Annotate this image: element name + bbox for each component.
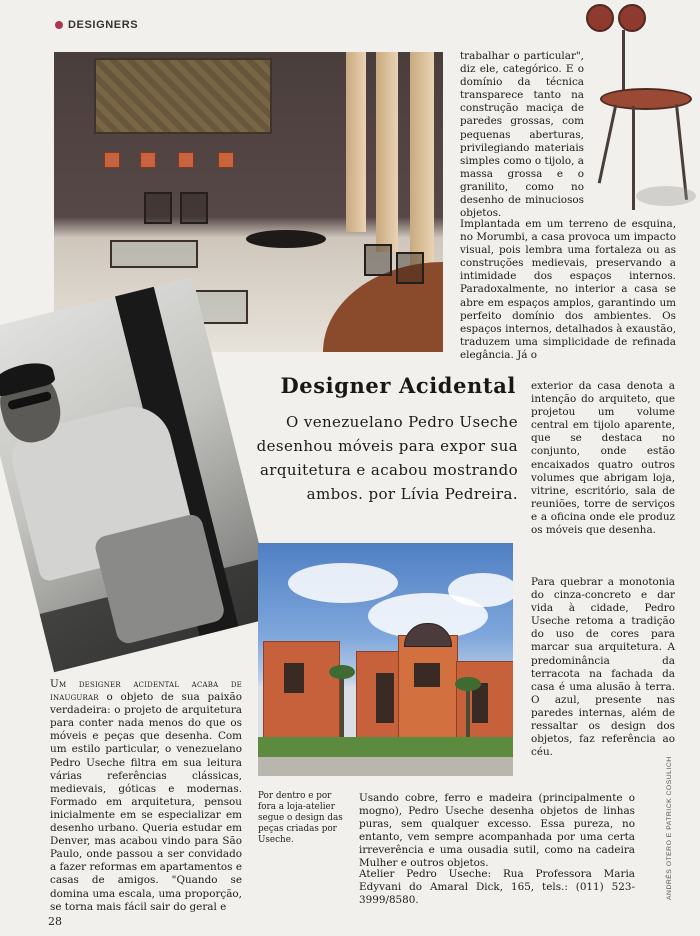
body-paragraph: Implantada em um terreno de esquina, no Morumbi, a casa provoca um impacto visual, pois lembra uma fortaleza ou as construções medievais, preservando a intimidade dos espaços internos. Paradoxalmente, no interior a casa se abre em espaços amplos, garantindo um perfeito domínio dos ambientes. Os espaços internos, detalhados à exaustão, traduzem uma simplicidade de refinada elegância. Já o — [460, 218, 676, 361]
body-text-column — [531, 380, 675, 537]
article-dek: O venezuelano Pedro Useche desenhou móveis para expor sua arquitetura e acabou mostrando ambos. por Lívia Pedreira. — [256, 413, 518, 503]
round-table — [246, 230, 326, 248]
body-paragraph: Usando cobre, ferro e madeira (principalmente o mogno), Pedro Useche desenha objetos de linhas puras, sem qualquer excesso. Essa pureza, no entanto, vem sempre acompanhada por uma certa irreverência e uma ousadia sutil, como na cadeira Mulher e outros objetos. — [359, 792, 635, 870]
body-text-column — [460, 50, 584, 220]
chair — [396, 252, 424, 284]
building-tower — [398, 635, 458, 745]
column — [410, 52, 434, 272]
chair-leg — [598, 105, 618, 184]
page-number: 28 — [48, 915, 62, 928]
lead-text: o objeto de sua paixão verdadeira: o projeto de arquitetura para conter nada menos do que os móveis e peças que desenha. Com um estilo particular, o venezuelano Pedro Useche filtra em sua leitura várias referências clássicas, medievais, góticas e modernas. Formado em arquitetura, pensou inicialmente em se especializar em desenho urbano. Queria estudar em Denver, mas acabou vindo para São Paulo, onde passou a ser convidado a fazer reformas em apartamentos e casas de amigos. "Quando se domina uma escala, uma proporção, se torna mais fácil sair do geral e — [50, 691, 242, 913]
house-exterior-photo — [258, 543, 513, 776]
wall-art — [218, 152, 234, 168]
lawn — [258, 737, 513, 757]
section-label: DESIGNERS — [68, 19, 139, 31]
wall-art — [178, 152, 194, 168]
chair-back-disc — [618, 4, 646, 32]
chair-leg — [632, 106, 635, 210]
lead-paragraph — [50, 678, 242, 914]
body-paragraph: Para quebrar a monotonia do cinza-concreto e dar vida à cidade, Pedro Useche retoma a tradição do uso de cores para marcar sua arquitetura. A predominância da terracota na fachada da casa é uma alusão à terra. O azul, presente nas paredes internas, além de ressaltar os design dos objetos, faz referência ao céu. — [531, 576, 675, 759]
section-bullet-icon — [55, 21, 63, 29]
window — [414, 663, 440, 687]
section-tag — [55, 19, 138, 31]
wall-art — [104, 152, 120, 168]
cloud — [448, 573, 513, 607]
chair — [180, 192, 208, 224]
body-text-column — [359, 792, 635, 871]
column — [376, 52, 398, 252]
palm-leaves — [455, 677, 481, 691]
cloud — [288, 563, 398, 603]
address-info: Atelier Pedro Useche: Rua Professora Maria Edyvani do Amaral Dick, 165, tels.: (011) 523-3999/8580. — [359, 868, 635, 907]
wall-art — [140, 152, 156, 168]
palm-leaves — [329, 665, 355, 679]
road — [258, 757, 513, 776]
chair-leg — [675, 104, 688, 200]
tapestry — [94, 58, 272, 134]
body-text-column — [50, 678, 242, 914]
chair-photo — [576, 0, 696, 225]
column — [346, 52, 366, 232]
body-paragraph: trabalhar o particular", diz ele, categórico. E o domínio da técnica transparece tanto na construção maciça de paredes grossas, com pequenas aberturas, privilegiando materiais simples como o tijolo, a massa grossa e o granilito, como no desenho de minuciosos objetos. — [460, 50, 584, 220]
palm-trunk — [466, 685, 470, 739]
window — [376, 673, 394, 723]
photo-credit: ANDRÉS OTERO E PATRICK COSULICH — [666, 756, 673, 900]
body-paragraph: exterior da casa denota a intenção do arquiteto, que projetou um volume central em tijolo aparente, que se destaca no conjunto, onde estão encaixados quatro outros volumes que abrigam loja, vitrine, escritório, sala de reuniões, torre de serviços e a oficina onde ele produz os móveis que desenha. — [531, 380, 675, 537]
glass-table — [110, 240, 198, 268]
palm-trunk — [340, 673, 344, 739]
window — [284, 663, 304, 693]
photo-caption: Por dentro e por fora a loja-atelier segue o design das peças criadas por Useche. — [258, 791, 343, 845]
lead-in: Um designer acidental acaba de inaugurar — [50, 678, 242, 704]
chair-back-disc — [586, 4, 614, 32]
body-text-column — [531, 576, 675, 759]
chair — [144, 192, 172, 224]
body-text-column — [460, 218, 676, 362]
chair — [364, 244, 392, 276]
article-headline: Designer Acidental — [280, 373, 516, 398]
chair-shadow — [636, 186, 696, 206]
chair-back-post — [622, 30, 625, 90]
